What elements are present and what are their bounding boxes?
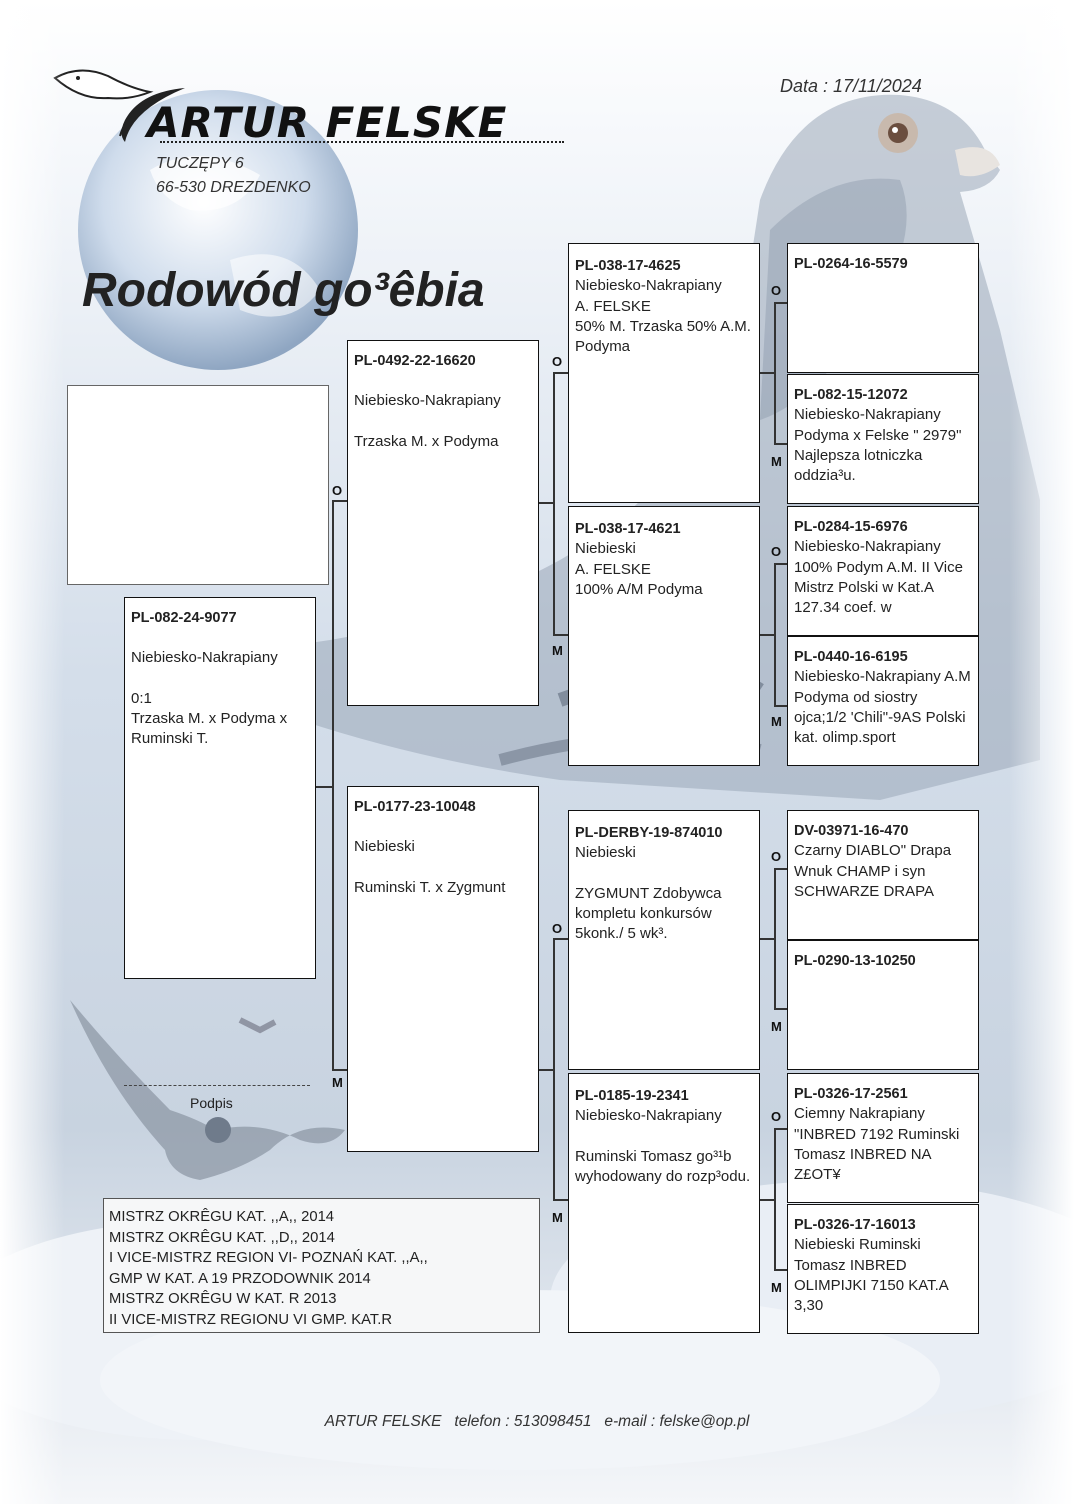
father-label: O	[552, 354, 563, 369]
connector	[774, 302, 776, 444]
ring-number: PL-0290-13-10250	[794, 953, 916, 969]
great-grandparent-card	[787, 243, 979, 373]
note: ZYGMUNT Zdobywca kompletu konkursów 5konk./ 5 wk³.	[575, 884, 722, 943]
connector	[774, 1128, 788, 1130]
great-grandparent-card	[787, 1073, 979, 1203]
grandfather-paternal-card	[568, 243, 760, 503]
achievement-item: II VICE-MISTRZ REGIONU VI GMP. KAT.R	[109, 1311, 393, 1328]
great-grandparent-card	[787, 810, 979, 940]
connector	[538, 502, 554, 504]
pigeon-color: Niebiesko-Nakrapiany	[131, 649, 278, 667]
connector	[759, 634, 775, 636]
great-grandparent-card	[787, 374, 979, 504]
connector	[774, 443, 788, 445]
address-line-1: TUCZĘPY 6	[156, 155, 244, 172]
ring-number: PL-0326-17-16013	[794, 1217, 916, 1233]
description: Niebiesko-Nakrapiany A.M Podyma od siostry ojca;1/2 'Chili"-9AS Polski kat. olimp.sport	[794, 668, 971, 747]
father-label: O	[552, 921, 563, 936]
father-label: O	[771, 849, 782, 864]
address-line-2: 66-530 DREZDENKO	[156, 179, 311, 196]
mother-ring-number: PL-0177-23-10048	[354, 799, 476, 815]
description: Niebiesko-Nakrapiany Podyma x Felske " 2979" Najlepsza lotniczka oddzia³u.	[794, 406, 962, 485]
note: Ruminski Tomasz go³¹b wyhodowany do rozp³odu.	[575, 1147, 751, 1185]
achievements-box	[103, 1198, 540, 1333]
mother-card	[347, 786, 539, 1152]
grandfather-maternal-card	[568, 810, 760, 1070]
pigeon-sex: 0:1	[131, 689, 152, 707]
achievement-item: I VICE-MISTRZ REGION VI- POZNAŃ KAT. ,,A,,	[109, 1250, 428, 1267]
mother-color: Niebieski	[354, 838, 415, 856]
connector	[553, 938, 569, 940]
father-ring-number: PL-0492-22-16620	[354, 353, 476, 369]
pigeon-lineage: Trzaska M. x Podyma x Ruminski T.	[131, 709, 288, 748]
connector	[774, 705, 788, 707]
connector	[332, 500, 334, 1070]
connector	[774, 563, 776, 706]
achievement-item: GMP W KAT. A 19 PRZODOWNIK 2014	[109, 1270, 371, 1287]
description-line: Niebiesko-Nakrapiany	[575, 277, 722, 295]
connector	[759, 938, 775, 940]
mother-label: M	[552, 1210, 563, 1225]
ring-number: PL-0185-19-2341	[575, 1088, 689, 1104]
ring-number: PL-0284-15-6976	[794, 519, 908, 535]
ring-number: PL-0326-17-2561	[794, 1086, 908, 1102]
ring-number: PL-0440-16-6195	[794, 649, 908, 665]
great-grandparent-card	[787, 940, 979, 1070]
connector	[774, 563, 788, 565]
description-line: A. FELSKE	[575, 560, 651, 578]
connector	[774, 1269, 788, 1271]
signature-label: Podpis	[190, 1095, 233, 1111]
page-title: Rodowód go³êbia	[82, 264, 485, 317]
description: Ciemny Nakrapiany "INBRED 7192 Ruminski Tomasz INBRED NA Z£OT¥	[794, 1105, 960, 1184]
description-line: Niebieski	[575, 540, 636, 558]
achievement-item: MISTRZ OKRÊGU KAT. ,,A,, 2014	[109, 1209, 335, 1225]
description-line: 50% M. Trzaska 50% A.M. Podyma	[575, 317, 751, 356]
ring-number: PL-038-17-4625	[575, 258, 681, 274]
connector	[553, 372, 569, 374]
ring-number: PL-DERBY-19-874010	[575, 825, 723, 841]
connector	[759, 1199, 775, 1201]
connector	[553, 938, 555, 1200]
connector	[759, 372, 775, 374]
connector	[774, 868, 776, 1009]
connector	[315, 786, 333, 788]
father-label: O	[332, 483, 343, 498]
description: Niebieski Ruminski Tomasz INBRED OLIMPIJKI 7150 KAT.A 3,30	[794, 1236, 948, 1315]
achievement-item: MISTRZ OKRÊGU KAT. ,,D,, 2014	[109, 1229, 335, 1246]
ring-number: PL-082-15-12072	[794, 387, 908, 403]
description-line: A. FELSKE	[575, 297, 651, 315]
connector	[332, 1069, 348, 1071]
connector	[553, 1199, 569, 1201]
father-label: O	[771, 283, 782, 298]
pigeon-ring-number: PL-082-24-9077	[131, 610, 237, 626]
description: Czarny DIABLO" Drapa Wnuk CHAMP i syn SCHWARZE DRAPA	[794, 842, 952, 900]
ring-number: DV-03971-16-470	[794, 823, 909, 839]
grandmother-maternal-card	[568, 1073, 760, 1333]
ring-number: PL-0264-16-5579	[794, 256, 908, 272]
connector	[332, 500, 348, 502]
mother-label: M	[771, 714, 782, 729]
footer-contact: ARTUR FELSKE telefon : 513098451 e-mail : felske@op.pl	[324, 1413, 750, 1430]
grandmother-paternal-card	[568, 506, 760, 766]
color: Niebiesko-Nakrapiany	[575, 1107, 722, 1125]
description-line: 100% A/M Podyma	[575, 580, 703, 598]
connector	[538, 1069, 554, 1071]
great-grandparent-card	[787, 636, 979, 766]
father-label: O	[771, 1109, 782, 1124]
breeder-name-underline	[160, 141, 564, 143]
connector	[774, 302, 788, 304]
pigeon-photo-frame	[67, 385, 329, 585]
mother-label: M	[771, 454, 782, 469]
great-grandparent-card	[787, 506, 979, 636]
father-lineage: Trzaska M. x Podyma	[354, 432, 499, 450]
ring-number: PL-038-17-4621	[575, 521, 681, 537]
breeder-address	[156, 152, 311, 200]
mother-label: M	[552, 643, 563, 658]
connector	[774, 868, 788, 870]
father-color: Niebiesko-Nakrapiany	[354, 392, 501, 410]
breeder-name: ARTUR FELSKE	[147, 98, 508, 147]
mother-label: M	[771, 1019, 782, 1034]
mother-lineage: Ruminski T. x Zygmunt	[354, 878, 506, 896]
pedigree-date: Data : 17/11/2024	[780, 76, 922, 96]
connector	[553, 372, 555, 635]
mother-label: M	[332, 1075, 343, 1090]
mother-label: M	[771, 1280, 782, 1295]
connector	[774, 1008, 788, 1010]
connector	[553, 634, 569, 636]
signature-line	[124, 1085, 310, 1086]
achievement-item: MISTRZ OKRÊGU W KAT. R 2013	[109, 1291, 337, 1308]
great-grandparent-card	[787, 1204, 979, 1334]
color: Niebieski	[575, 844, 636, 862]
father-card	[347, 340, 539, 706]
connector	[774, 1128, 776, 1270]
father-label: O	[771, 544, 782, 559]
pigeon-card	[124, 597, 316, 979]
description: Niebiesko-Nakrapiany 100% Podym A.M. II Vice Mistrz Polski w Kat.A 127.34 coef. w	[794, 538, 963, 617]
